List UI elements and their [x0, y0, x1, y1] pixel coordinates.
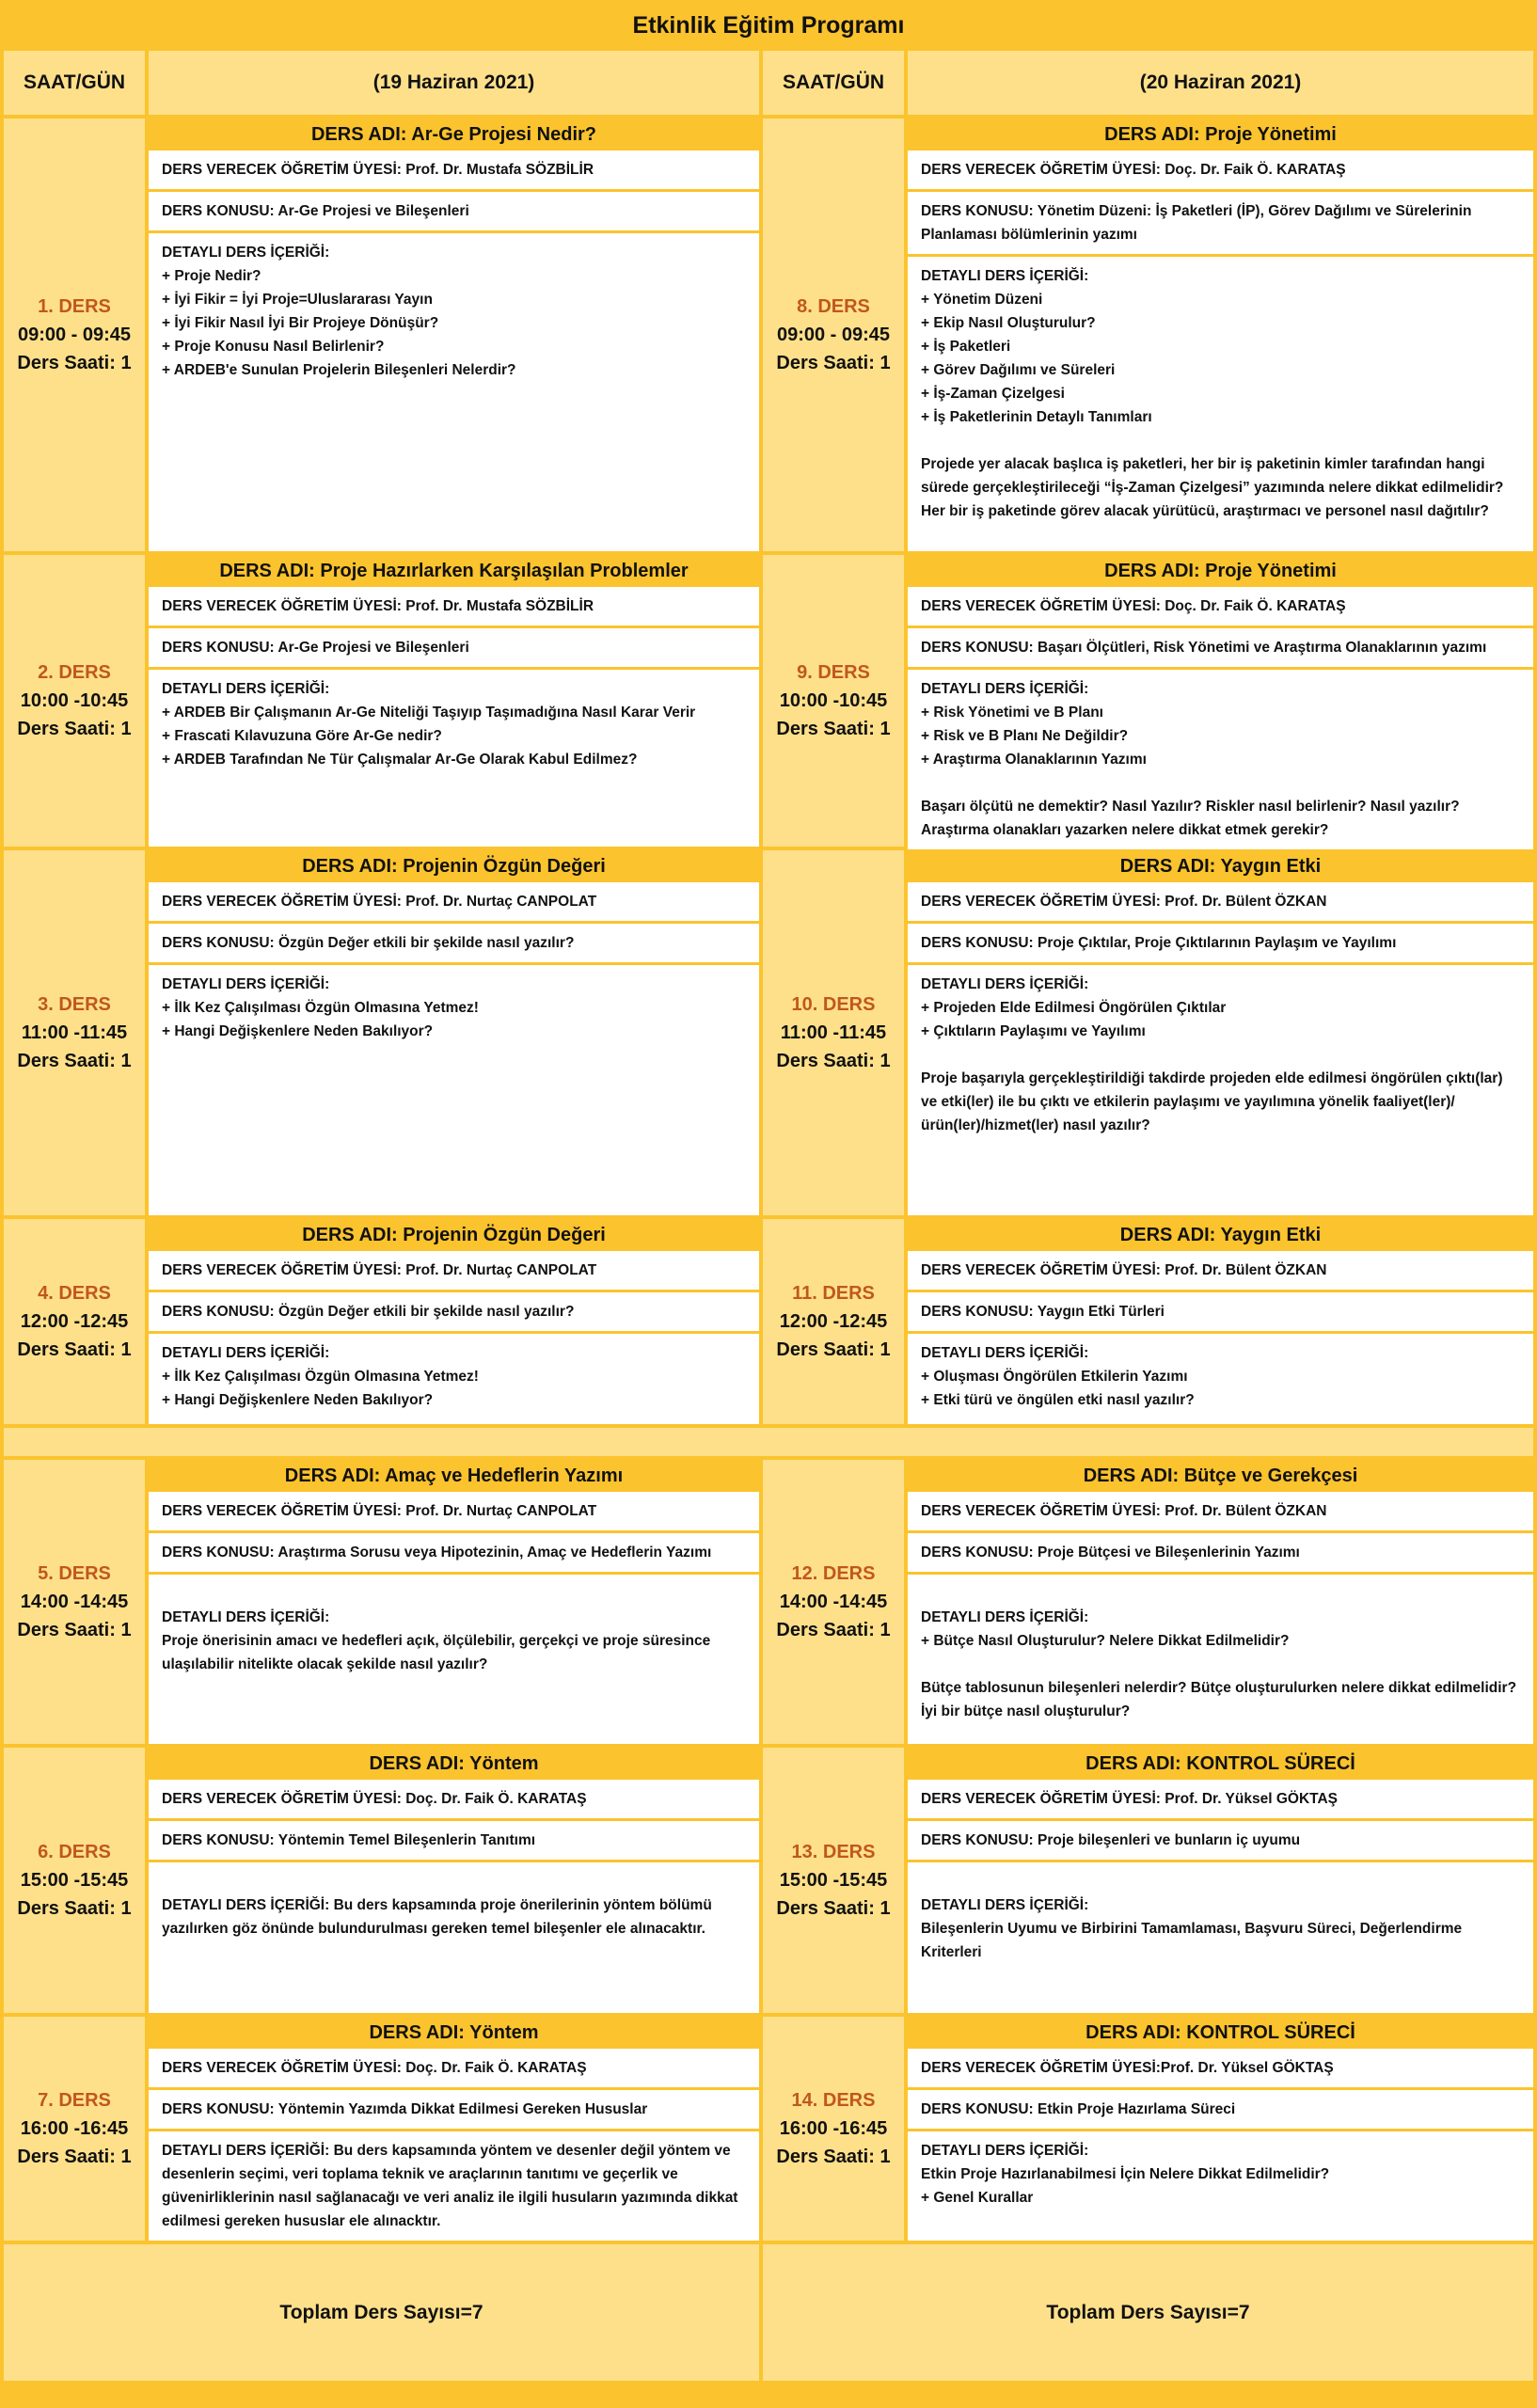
instructor-box — [908, 587, 1533, 626]
detail-line: + ARDEB Tarafından Ne Tür Çalışmalar Ar-Ge Olarak Kabul Edilmez? — [162, 752, 638, 768]
detail-line: + Frascati Kılavuzuna Göre Ar-Ge nedir? — [162, 728, 442, 744]
slot-hours: Ders Saati: 1 — [17, 2147, 132, 2167]
left-time-cell — [4, 1219, 145, 1424]
instructor-text: DERS VERECEK ÖĞRETİM ÜYESİ: Prof. Dr. Mustafa SÖZBİLİR — [162, 598, 594, 614]
slot-number: 4. DERS — [38, 1283, 111, 1304]
detail-line: Bütçe tablosunun bileşenleri nelerdir? Bütçe oluşturulurken nelere dikkat edilmelidir? İyi bir bütçe nasıl oluşturulur? — [921, 1680, 1517, 1719]
detail-spacer — [921, 429, 1520, 452]
day2-header: (20 Haziran 2021) — [908, 51, 1533, 115]
slot-number: 12. DERS — [791, 1563, 876, 1584]
left-course — [149, 2017, 759, 2241]
detail-line: + Proje Konusu Nasıl Belirlenir? — [162, 339, 385, 355]
detail-line: + Etki türü ve öngülen etki nasıl yazılır? — [921, 1392, 1195, 1408]
instructor-box — [149, 1492, 759, 1530]
course-body — [149, 150, 759, 551]
time-column-header: SAAT/GÜN — [4, 51, 145, 115]
detail-line: + Projeden Elde Edilmesi Öngörülen Çıktılar — [921, 1000, 1227, 1016]
topic-box — [908, 924, 1533, 962]
left-time-cell — [4, 555, 145, 847]
topic-text: DERS KONUSU: Araştırma Sorusu veya Hipotezinin, Amaç ve Hedeflerin Yazımı — [162, 1545, 712, 1560]
course-title: DERS ADI: Proje Yönetimi — [908, 119, 1533, 150]
detail-box — [908, 1334, 1533, 1424]
course-title: DERS ADI: Ar-Ge Projesi Nedir? — [149, 119, 759, 150]
lunch-break-row — [4, 1428, 1533, 1456]
schedule-row — [4, 850, 1533, 1215]
schedule-row — [4, 1748, 1533, 2013]
detail-line: Başarı ölçütü ne demektir? Nasıl Yazılır? Riskler nasıl belirlenir? Nasıl yazılır? Araştırma olanakları yazarken nelere dikkat etmek gerekir? — [921, 799, 1460, 838]
left-time-cell — [4, 850, 145, 1215]
left-time-cell — [4, 2017, 145, 2241]
detail-box — [149, 1575, 759, 1744]
detail-box — [908, 965, 1533, 1215]
detail-line: + ARDEB Bir Çalışmanın Ar-Ge Niteliği Taşıyıp Taşımadığına Nasıl Karar Verir — [162, 705, 696, 721]
detail-box — [908, 2131, 1533, 2241]
course-title: DERS ADI: Projenin Özgün Değeri — [149, 850, 759, 882]
detail-line: + Genel Kurallar — [921, 2190, 1034, 2206]
detail-line: + İyi Fikir = İyi Proje=Uluslararası Yayın — [162, 292, 433, 308]
right-time-cell — [763, 555, 904, 847]
instructor-box — [149, 587, 759, 626]
topic-text: DERS KONUSU: Yönetim Düzeni: İş Paketleri (İP), Görev Dağılımı ve Sürelerinin Planlaması bölümlerinin yazımı — [921, 203, 1472, 243]
total-left: Toplam Ders Sayısı=7 — [4, 2244, 759, 2381]
right-course — [908, 2017, 1533, 2241]
course-body — [149, 1780, 759, 2013]
detail-spacer — [162, 1582, 746, 1606]
course-title: DERS ADI: Yaygın Etki — [908, 850, 1533, 882]
right-course — [908, 1460, 1533, 1744]
right-course — [908, 850, 1533, 1215]
instructor-text: DERS VERECEK ÖĞRETİM ÜYESİ: Prof. Dr. Mustafa SÖZBİLİR — [162, 162, 594, 178]
left-time-cell — [4, 1748, 145, 2013]
detail-box — [908, 257, 1533, 551]
right-time-cell — [763, 1219, 904, 1424]
topic-text: DERS KONUSU: Ar-Ge Projesi ve Bileşenleri — [162, 640, 469, 656]
course-title: DERS ADI: Yöntem — [149, 2017, 759, 2049]
instructor-text: DERS VERECEK ÖĞRETİM ÜYESİ: Prof. Dr. Bülent ÖZKAN — [921, 1503, 1327, 1519]
topic-box — [149, 1821, 759, 1860]
course-body — [908, 587, 1533, 849]
detail-line: + İş Paketlerinin Detaylı Tanımları — [921, 409, 1152, 425]
instructor-box — [149, 882, 759, 921]
topic-text: DERS KONUSU: Ar-Ge Projesi ve Bileşenleri — [162, 203, 469, 219]
detail-line: + İlk Kez Çalışılması Özgün Olmasına Yetmez! — [162, 1000, 479, 1016]
detail-line: + Risk Yönetimi ve B Planı — [921, 705, 1103, 721]
topic-box — [908, 2090, 1533, 2129]
detail-spacer — [921, 771, 1520, 795]
slot-hours: Ders Saati: 1 — [776, 2147, 891, 2167]
instructor-box — [149, 1780, 759, 1818]
instructor-text: DERS VERECEK ÖĞRETİM ÜYESİ:Prof. Dr. Yüksel GÖKTAŞ — [921, 2060, 1334, 2076]
instructor-box — [908, 1492, 1533, 1530]
topic-box — [908, 1533, 1533, 1572]
detail-spacer — [921, 1870, 1520, 1893]
slot-time: 12:00 -12:45 — [779, 1311, 888, 1332]
course-title: DERS ADI: Yöntem — [149, 1748, 759, 1780]
instructor-box — [908, 1780, 1533, 1818]
left-time-cell — [4, 119, 145, 551]
schedule-body — [4, 119, 1533, 2241]
instructor-text: DERS VERECEK ÖĞRETİM ÜYESİ: Prof. Dr. Yüksel GÖKTAŞ — [921, 1791, 1338, 1807]
instructor-box — [908, 882, 1533, 921]
left-course — [149, 850, 759, 1215]
slot-number: 2. DERS — [38, 662, 111, 683]
detail-box — [149, 670, 759, 847]
topic-box — [908, 192, 1533, 254]
topic-text: DERS KONUSU: Proje Bütçesi ve Bileşenlerinin Yazımı — [921, 1545, 1300, 1560]
instructor-text: DERS VERECEK ÖĞRETİM ÜYESİ: Prof. Dr. Nurtaç CANPOLAT — [162, 1503, 597, 1519]
detail-line: Bileşenlerin Uyumu ve Birbirini Tamamlaması, Başvuru Süreci, Değerlendirme Kriterleri — [921, 1921, 1463, 1960]
slot-number: 6. DERS — [38, 1842, 111, 1862]
detail-line: DETAYLI DERS İÇERİĞİ: — [921, 2143, 1089, 2159]
slot-time: 10:00 -10:45 — [779, 690, 888, 711]
topic-text: DERS KONUSU: Başarı Ölçütleri, Risk Yönetimi ve Araştırma Olanaklarının yazımı — [921, 640, 1487, 656]
instructor-text: DERS VERECEK ÖĞRETİM ÜYESİ: Prof. Dr. Nurtaç CANPOLAT — [162, 894, 597, 910]
detail-line: + İş Paketleri — [921, 339, 1011, 355]
course-body — [908, 150, 1533, 551]
detail-line: + Görev Dağılımı ve Süreleri — [921, 362, 1116, 378]
right-course — [908, 555, 1533, 847]
detail-line: DETAYLI DERS İÇERİĞİ: — [921, 1345, 1089, 1361]
course-body — [149, 882, 759, 1215]
detail-box — [908, 670, 1533, 849]
detail-line: Proje önerisinin amacı ve hedefleri açık, ölçülebilir, gerçekçi ve proje süresince ulaşılabilir nitelikte olacak şekilde nasıl yazılır? — [162, 1633, 711, 1672]
detail-line: + Araştırma Olanaklarının Yazımı — [921, 752, 1147, 768]
detail-line: DETAYLI DERS İÇERİĞİ: — [162, 976, 330, 992]
course-title: DERS ADI: KONTROL SÜRECİ — [908, 2017, 1533, 2049]
detail-line: DETAYLI DERS İÇERİĞİ: — [162, 1609, 330, 1625]
course-body — [149, 1492, 759, 1744]
course-title: DERS ADI: Proje Yönetimi — [908, 555, 1533, 587]
instructor-text: DERS VERECEK ÖĞRETİM ÜYESİ: Doç. Dr. Faik Ö. KARATAŞ — [921, 162, 1346, 178]
instructor-box — [908, 1251, 1533, 1290]
right-time-cell — [763, 1460, 904, 1744]
schedule-row — [4, 1219, 1533, 1424]
instructor-box — [908, 2049, 1533, 2087]
detail-spacer — [921, 1582, 1520, 1606]
instructor-box — [149, 1251, 759, 1290]
slot-hours: Ders Saati: 1 — [17, 1620, 132, 1640]
slot-number: 11. DERS — [792, 1283, 875, 1304]
detail-line: DETAYLI DERS İÇERİĞİ: Bu ders kapsamında proje önerilerinin yöntem bölümü yazılırken göz önünde bulundurulması gereken temel bileşenler ele alınacaktır. — [162, 1897, 712, 1937]
slot-time: 16:00 -16:45 — [779, 2118, 888, 2139]
detail-line: + Hangi Değişkenlere Neden Bakılıyor? — [162, 1392, 434, 1408]
detail-line: DETAYLI DERS İÇERİĞİ: — [162, 1345, 330, 1361]
slot-hours: Ders Saati: 1 — [17, 353, 132, 373]
instructor-text: DERS VERECEK ÖĞRETİM ÜYESİ: Doç. Dr. Faik Ö. KARATAŞ — [162, 1791, 587, 1807]
left-course — [149, 1219, 759, 1424]
topic-text: DERS KONUSU: Yaygın Etki Türleri — [921, 1304, 1165, 1320]
detail-line: + İlk Kez Çalışılması Özgün Olmasına Yetmez! — [162, 1369, 479, 1385]
slot-time: 11:00 -11:45 — [780, 1022, 887, 1043]
page-title: Etkinlik Eğitim Programı — [4, 4, 1533, 47]
slot-number: 14. DERS — [791, 2090, 876, 2111]
slot-time: 15:00 -15:45 — [20, 1870, 129, 1891]
detail-box — [149, 1862, 759, 2013]
instructor-text: DERS VERECEK ÖĞRETİM ÜYESİ: Prof. Dr. Bülent ÖZKAN — [921, 894, 1327, 910]
instructor-text: DERS VERECEK ÖĞRETİM ÜYESİ: Prof. Dr. Bülent ÖZKAN — [921, 1262, 1327, 1278]
schedule-row — [4, 1460, 1533, 1744]
slot-number: 7. DERS — [38, 2090, 111, 2111]
detail-box — [149, 2131, 759, 2241]
instructor-text: DERS VERECEK ÖĞRETİM ÜYESİ: Doç. Dr. Faik Ö. KARATAŞ — [921, 598, 1346, 614]
slot-time: 10:00 -10:45 — [20, 690, 129, 711]
course-body — [908, 1492, 1533, 1744]
topic-box — [149, 192, 759, 230]
topic-text: DERS KONUSU: Proje Çıktılar, Proje Çıktılarının Paylaşım ve Yayılımı — [921, 935, 1397, 951]
slot-hours: Ders Saati: 1 — [17, 1898, 132, 1919]
left-course — [149, 555, 759, 847]
course-title: DERS ADI: Projenin Özgün Değeri — [149, 1219, 759, 1251]
topic-box — [149, 1292, 759, 1331]
slot-hours: Ders Saati: 1 — [776, 353, 891, 373]
topic-text: DERS KONUSU: Yöntemin Temel Bileşenlerin Tanıtımı — [162, 1832, 536, 1848]
detail-line: + Risk ve B Planı Ne Değildir? — [921, 728, 1129, 744]
detail-line: Proje başarıyla gerçekleştirildiği takdirde projeden elde edilmesi öngörülen çıktı(lar) ve etki(ler) ile bu çıktı ve etkilerin paylaşımı ve yayılımına yönelik faaliyet(ler)/ürün(ler)/hizmet(ler) nasıl yazılır? — [921, 1070, 1503, 1133]
course-body — [149, 2049, 759, 2241]
slot-number: 9. DERS — [797, 662, 870, 683]
topic-box — [908, 1292, 1533, 1331]
course-body — [908, 1780, 1533, 2013]
right-course — [908, 1748, 1533, 2013]
detail-line: DETAYLI DERS İÇERİĞİ: — [921, 268, 1089, 284]
detail-box — [149, 965, 759, 1215]
detail-spacer — [921, 1043, 1520, 1067]
detail-line: + Proje Nedir? — [162, 268, 261, 284]
course-body — [149, 587, 759, 847]
schedule-row — [4, 119, 1533, 551]
totals-row — [4, 2244, 1533, 2381]
slot-number: 13. DERS — [791, 1842, 876, 1862]
right-course — [908, 119, 1533, 551]
detail-line: DETAYLI DERS İÇERİĞİ: — [162, 245, 330, 261]
detail-line: DETAYLI DERS İÇERİĞİ: — [921, 976, 1089, 992]
detail-spacer — [921, 1653, 1520, 1676]
slot-time: 15:00 -15:45 — [779, 1870, 888, 1891]
topic-text: DERS KONUSU: Özgün Değer etkili bir şekilde nasıl yazılır? — [162, 1304, 575, 1320]
course-body — [908, 2049, 1533, 2241]
time-column-header-2: SAAT/GÜN — [763, 51, 904, 115]
schedule-row — [4, 555, 1533, 847]
right-time-cell — [763, 2017, 904, 2241]
left-course — [149, 1748, 759, 2013]
slot-hours: Ders Saati: 1 — [17, 719, 132, 739]
detail-line: DETAYLI DERS İÇERİĞİ: — [921, 681, 1089, 697]
slot-time: 09:00 - 09:45 — [776, 325, 891, 345]
slot-number: 8. DERS — [797, 296, 870, 317]
course-title: DERS ADI: KONTROL SÜRECİ — [908, 1748, 1533, 1780]
slot-hours: Ders Saati: 1 — [776, 1898, 891, 1919]
topic-text: DERS KONUSU: Proje bileşenleri ve bunların iç uyumu — [921, 1832, 1301, 1848]
topic-box — [149, 924, 759, 962]
detail-box — [908, 1575, 1533, 1744]
left-time-cell — [4, 1460, 145, 1744]
detail-line: + Bütçe Nasıl Oluşturulur? Nelere Dikkat Edilmelidir? — [921, 1633, 1290, 1649]
instructor-box — [908, 150, 1533, 189]
right-time-cell — [763, 850, 904, 1215]
slot-time: 14:00 -14:45 — [20, 1592, 129, 1612]
detail-line: DETAYLI DERS İÇERİĞİ: — [921, 1897, 1089, 1913]
slot-hours: Ders Saati: 1 — [776, 1051, 891, 1071]
course-body — [149, 1251, 759, 1424]
detail-line: DETAYLI DERS İÇERİĞİ: Bu ders kapsamında yöntem ve desenler değil yöntem ve desenlerin seçimi, veri toplama teknik ve araçlarının tanıtımı ve geçerlik ve güvenirliklerinin nasıl sağlanacağı ve veri analiz ile ilgili husuların yazımında dikkat edilmesi gereken hususlar ele alınacktır. — [162, 2143, 738, 2229]
topic-box — [149, 1533, 759, 1572]
topic-box — [908, 628, 1533, 667]
slot-time: 16:00 -16:45 — [20, 2118, 129, 2139]
detail-line: + İş-Zaman Çizelgesi — [921, 386, 1065, 402]
detail-line: + Hangi Değişkenlere Neden Bakılıyor? — [162, 1023, 434, 1039]
topic-text: DERS KONUSU: Yöntemin Yazımda Dikkat Edilmesi Gereken Hususlar — [162, 2101, 648, 2117]
topic-box — [149, 2090, 759, 2129]
left-course — [149, 119, 759, 551]
instructor-box — [149, 150, 759, 189]
detail-line: Projede yer alacak başlıca iş paketleri, her bir iş paketinin kimler tarafından hangi sürede gerçekleştirileceği “İş-Zaman Çizelgesi” yazımında nelere dikkat edilmelidir? Her bir iş paketinde görev alacak yürütücü, araştırmacı ve personel nasıl dağıtılır? — [921, 456, 1504, 519]
right-time-cell — [763, 119, 904, 551]
schedule-row — [4, 2017, 1533, 2241]
slot-hours: Ders Saati: 1 — [776, 1620, 891, 1640]
slot-time: 11:00 -11:45 — [21, 1022, 128, 1043]
total-right: Toplam Ders Sayısı=7 — [763, 2244, 1533, 2381]
header-row — [4, 51, 1533, 115]
topic-text: DERS KONUSU: Özgün Değer etkili bir şekilde nasıl yazılır? — [162, 935, 575, 951]
detail-line: + Yönetim Düzeni — [921, 292, 1043, 308]
course-body — [908, 882, 1533, 1215]
topic-box — [149, 628, 759, 667]
instructor-box — [149, 2049, 759, 2087]
slot-number: 3. DERS — [38, 994, 111, 1015]
detail-spacer — [162, 1870, 746, 1893]
topic-box — [908, 1821, 1533, 1860]
detail-line: DETAYLI DERS İÇERİĞİ: — [921, 1609, 1089, 1625]
course-title: DERS ADI: Proje Hazırlarken Karşılaşılan Problemler — [149, 555, 759, 587]
course-title: DERS ADI: Amaç ve Hedeflerin Yazımı — [149, 1460, 759, 1492]
slot-hours: Ders Saati: 1 — [776, 719, 891, 739]
course-title: DERS ADI: Bütçe ve Gerekçesi — [908, 1460, 1533, 1492]
slot-time: 09:00 - 09:45 — [17, 325, 132, 345]
slot-number: 10. DERS — [791, 994, 876, 1015]
instructor-text: DERS VERECEK ÖĞRETİM ÜYESİ: Doç. Dr. Faik Ö. KARATAŞ — [162, 2060, 587, 2076]
detail-line: + Ekip Nasıl Oluşturulur? — [921, 315, 1096, 331]
course-title: DERS ADI: Yaygın Etki — [908, 1219, 1533, 1251]
detail-line: + İyi Fikir Nasıl İyi Bir Projeye Dönüşür? — [162, 315, 439, 331]
detail-box — [149, 1334, 759, 1424]
slot-number: 1. DERS — [38, 296, 111, 317]
slot-hours: Ders Saati: 1 — [17, 1339, 132, 1360]
detail-line: + Çıktıların Paylaşımı ve Yayılımı — [921, 1023, 1146, 1039]
detail-line: Etkin Proje Hazırlanabilmesi İçin Nelere Dikkat Edilmelidir? — [921, 2166, 1330, 2182]
detail-box — [149, 233, 759, 551]
course-body — [908, 1251, 1533, 1424]
slot-time: 14:00 -14:45 — [779, 1592, 888, 1612]
slot-hours: Ders Saati: 1 — [17, 1051, 132, 1071]
detail-line: + ARDEB'e Sunulan Projelerin Bileşenleri Nelerdir? — [162, 362, 516, 378]
slot-number: 5. DERS — [38, 1563, 111, 1584]
detail-line: DETAYLI DERS İÇERİĞİ: — [162, 681, 330, 697]
slot-hours: Ders Saati: 1 — [776, 1339, 891, 1360]
detail-box — [908, 1862, 1533, 2013]
topic-text: DERS KONUSU: Etkin Proje Hazırlama Süreci — [921, 2101, 1236, 2117]
instructor-text: DERS VERECEK ÖĞRETİM ÜYESİ: Prof. Dr. Nurtaç CANPOLAT — [162, 1262, 597, 1278]
left-course — [149, 1460, 759, 1744]
right-time-cell — [763, 1748, 904, 2013]
slot-time: 12:00 -12:45 — [20, 1311, 129, 1332]
day1-header: (19 Haziran 2021) — [149, 51, 759, 115]
detail-line: + Oluşması Öngörülen Etkilerin Yazımı — [921, 1369, 1188, 1385]
right-course — [908, 1219, 1533, 1424]
